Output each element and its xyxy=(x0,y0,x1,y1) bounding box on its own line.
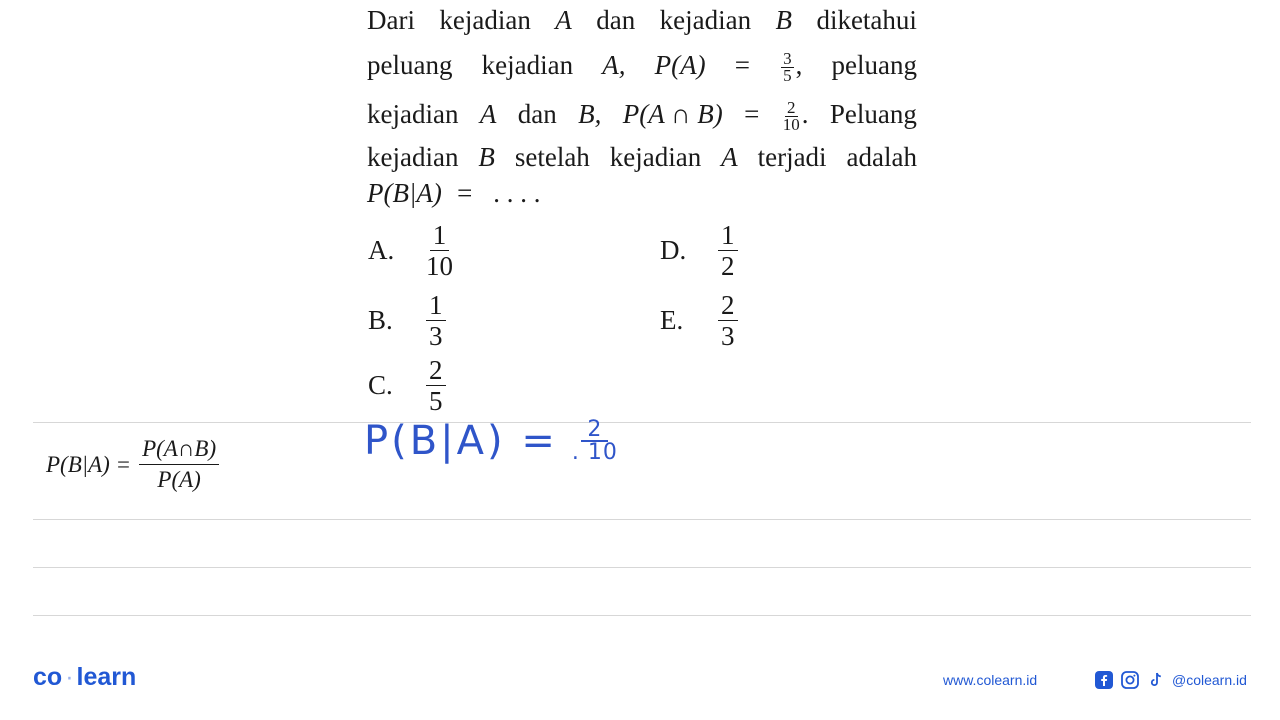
word: kejadian xyxy=(439,5,531,35)
formula-fraction xyxy=(139,434,219,495)
option-fraction: $\frac{1}{10}$ xyxy=(426,220,453,281)
word: A, xyxy=(602,50,626,80)
word: peluang xyxy=(831,50,917,80)
handwritten-answer xyxy=(364,418,618,464)
word: kejadian xyxy=(481,50,574,80)
question-line-1 xyxy=(367,3,917,37)
word: diketahui xyxy=(816,5,917,35)
word: dan xyxy=(596,5,636,35)
equals-sign: = xyxy=(744,99,760,129)
word: kejadian xyxy=(367,142,459,172)
word: A xyxy=(479,99,497,129)
option-fraction: $\frac{2}{3}$ xyxy=(718,290,738,351)
question-line-2 xyxy=(367,48,917,84)
option-a[interactable] xyxy=(368,220,453,281)
fraction-pa: $\frac{3}{5}$ , xyxy=(783,49,803,86)
colearn-logo: co · learn xyxy=(33,663,137,691)
question-line-4 xyxy=(367,140,917,174)
social-links xyxy=(1094,670,1247,690)
conditional-probability-formula xyxy=(46,434,219,495)
ruled-line xyxy=(33,519,1251,520)
tiktok-icon[interactable] xyxy=(1146,670,1166,690)
word: adalah xyxy=(846,142,917,172)
word: kejadian xyxy=(367,99,459,129)
handwritten-fraction: $\frac{2}{. 10}$ xyxy=(571,417,618,465)
option-letter: C. xyxy=(368,370,393,400)
word: B xyxy=(775,5,793,35)
option-letter: B. xyxy=(368,305,393,335)
probability-a-and-b: P(A ∩ B) xyxy=(622,99,723,129)
word: kejadian xyxy=(609,142,702,172)
option-letter: D. xyxy=(660,235,687,265)
formula-lhs: P(B|A) = xyxy=(46,451,132,477)
formula-denominator: P(A) xyxy=(157,467,201,492)
word: terjadi xyxy=(757,142,827,172)
ruled-line xyxy=(33,422,1251,423)
word: A xyxy=(555,5,572,35)
formula-numerator: P(A∩B) xyxy=(139,434,219,465)
ruled-line xyxy=(33,567,1251,568)
social-handle[interactable]: @colearn.id xyxy=(1172,672,1247,688)
question-line-3 xyxy=(367,97,917,133)
fraction-pab: $\frac{2}{10}$ . xyxy=(782,98,809,135)
facebook-icon[interactable] xyxy=(1094,670,1114,690)
option-fraction: $\frac{1}{3}$ xyxy=(426,290,446,351)
option-fraction: $\frac{2}{5}$ xyxy=(426,355,446,416)
word: B, xyxy=(578,99,602,129)
word: dan xyxy=(517,99,557,129)
instagram-icon[interactable] xyxy=(1120,670,1140,690)
equals-sign: = xyxy=(734,50,750,80)
option-e[interactable] xyxy=(660,290,738,351)
handwritten-lhs: P(B|A) = xyxy=(364,418,558,464)
word: Dari xyxy=(367,5,415,35)
ruled-line xyxy=(33,615,1251,616)
option-c[interactable] xyxy=(368,355,446,416)
option-b[interactable] xyxy=(368,290,446,351)
word: B xyxy=(478,142,495,172)
website-link[interactable]: www.colearn.id xyxy=(943,672,1038,688)
option-letter: E. xyxy=(660,305,684,335)
word: A xyxy=(721,142,738,172)
word: peluang xyxy=(367,50,453,80)
probability-a: P(A) xyxy=(654,50,706,80)
option-d[interactable] xyxy=(660,220,738,281)
word: kejadian xyxy=(659,5,752,35)
word: setelah xyxy=(514,142,590,172)
option-fraction: $\frac{1}{2}$ xyxy=(718,220,738,281)
option-letter: A. xyxy=(368,235,395,265)
word: Peluang xyxy=(829,99,917,129)
question-line-5: P(B|A) = . . . . xyxy=(367,178,542,208)
